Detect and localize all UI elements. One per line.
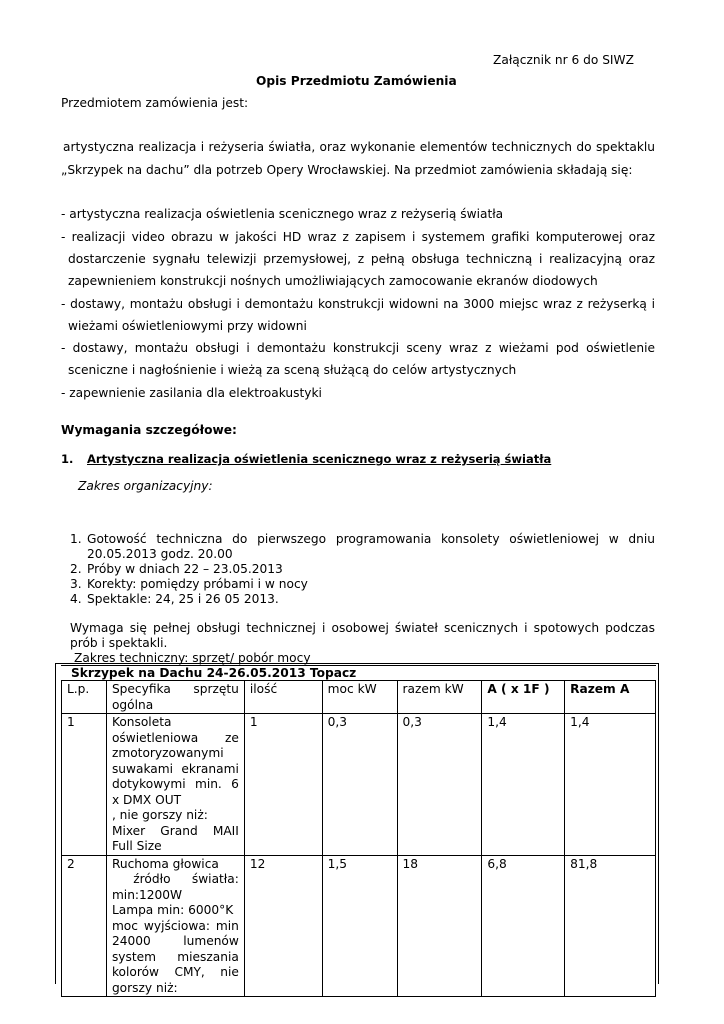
scope-item-continuation: sceniczne i nagłośnienie i wieżą za sceną służącą do celów artystycznych [68,363,517,377]
spec-line: dotykowymi min. 6 [111,777,239,791]
schedule-item-continuation: 20.05.2013 godz. 20.00 [87,547,233,561]
cell-amps: 1,4 [482,714,565,856]
header-total-kw: razem kW [397,681,482,714]
table-title: Skrzypek na Dachu 24-26.05.2013 Topacz [61,665,656,681]
spec-line: 24000 lumenów [111,934,239,948]
spec-line: kolorów CMY, nie [111,965,239,979]
cell-power: 0,3 [322,714,397,856]
cell-total-a: 81,8 [565,855,656,997]
cell-spec [106,714,244,856]
header-power: moc kW [322,681,397,714]
org-scope-label: Zakres organizacyjny: [78,479,213,493]
schedule-item: Korekty: pomiędzy próbami i w nocy [87,577,308,591]
spec-line: system mieszania [111,949,239,964]
spec-line: Lampa min: 6000°K [111,903,234,917]
header-total-a: Razem A [565,681,656,714]
service-requirement-line1: Wymaga się pełnej obsługi technicznej i osobowej świateł scenicznych i spotowych podczas [70,621,655,635]
equipment-table [61,680,656,997]
section-number: 1. [61,452,74,466]
scope-item: - dostawy, montażu obsługi i demontażu konstrukcji widowni na 3000 miejsc wraz z reżyserką i [61,297,655,311]
service-requirement-line2: prób i spektakli. [70,636,168,650]
spec-line: x DMX OUT [111,792,182,807]
header-lp: L.p. [62,681,107,714]
scope-item: - dostawy, montażu obsługi i demontażu konstrukcji sceny wraz z wieżami pod oświetlenie [61,341,655,355]
scope-item: - realizacji video obrazu w jakości HD wraz z zapisem i systemem grafiki komputerowej oraz [61,230,655,244]
tech-scope-label: Zakres techniczny: sprzęt/ pobór mocy [74,651,311,665]
cell-lp: 2 [62,855,107,997]
spec-line: Full Size [111,839,162,853]
spec-line: Konsoleta [111,715,172,729]
table-row [62,855,656,997]
spec-line: zmotoryzowanymi [111,746,224,760]
table-row [62,714,656,856]
document-title: Opis Przedmiotu Zamówienia [256,74,457,88]
schedule-number: 4. [70,592,82,606]
schedule-number: 3. [70,577,82,591]
cell-amps: 6,8 [482,855,565,997]
cell-power: 1,5 [322,855,397,997]
schedule-number: 2. [70,562,82,576]
spec-line: oświetleniowa ze [111,730,239,745]
cell-spec [106,855,244,997]
table-header-row [62,681,656,714]
header-spec-text: Specyfika sprzętu ogólna [111,682,239,712]
header-qty: ilość [244,681,322,714]
cell-qty: 12 [244,855,322,997]
spec-line: Mixer Grand MAII [111,823,239,838]
header-amps: A ( x 1F ) [482,681,565,714]
cell-total-a: 1,4 [565,714,656,856]
cell-total-kw: 18 [397,855,482,997]
attachment-label: Załącznik nr 6 do SIWZ [493,53,634,67]
intro-paragraph-line2: „Skrzypek na dachu” dla potrzeb Opery Wrocławskiej. Na przedmiot zamówienia składają się: [61,163,633,177]
spec-line: Ruchoma głowica [111,856,219,871]
scope-item-continuation: wieżami oświetleniowymi przy widowni [68,319,307,333]
schedule-item: Spektakle: 24, 25 i 26 05 2013. [87,592,279,606]
requirements-heading: Wymagania szczegółowe: [61,423,237,437]
intro-paragraph-line1: artystyczna realizacja i reżyseria światła, oraz wykonanie elementów technicznych do spektaklu [63,140,655,154]
header-spec [106,681,244,714]
schedule-item: Próby w dniach 22 – 23.05.2013 [87,562,283,576]
section-title: Artystyczna realizacja oświetlenia scenicznego wraz z reżyserią światła [87,452,552,466]
spec-line: , nie gorszy niż: [111,808,208,822]
cell-qty: 1 [244,714,322,856]
scope-item: - artystyczna realizacja oświetlenia scenicznego wraz z reżyserią światła [61,207,504,221]
scope-item-continuation: zapewnieniem konstrukcji nośnych umożliwiających zamocowanie ekranów diodowych [68,274,598,288]
cell-total-kw: 0,3 [397,714,482,856]
spec-line: suwakami ekranami [111,761,239,776]
schedule-number: 1. [70,532,82,546]
scope-item: - zapewnienie zasilania dla elektroakustyki [61,386,322,400]
spec-line: min:1200W [111,887,183,902]
spec-line: źródło światła: [111,872,239,886]
schedule-item: Gotowość techniczna do pierwszego programowania konsolety oświetleniowej w dniu [87,532,655,546]
scope-item-continuation: dostarczenie sygnału telewizji przemysłowej, z pełną obsługa techniczną i realizacyjną oraz [68,252,655,266]
intro-lead: Przedmiotem zamówienia jest: [61,96,249,110]
spec-line: moc wyjściowa: min [111,918,239,933]
cell-lp: 1 [62,714,107,856]
spec-line: gorszy niż: [111,980,178,995]
